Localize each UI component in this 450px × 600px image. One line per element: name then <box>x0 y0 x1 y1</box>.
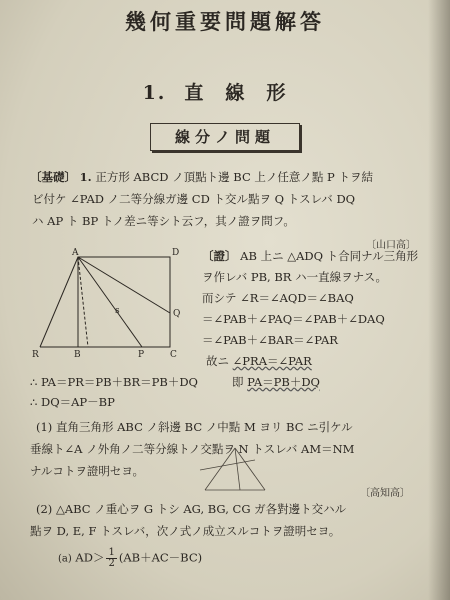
problem2-number: (2) <box>36 502 53 516</box>
label-s: s <box>115 306 120 316</box>
problem1-text-1: 直角三角形 ABC ノ斜邊 BC ノ中點 M ヨリ BC ニ引ケル <box>55 420 353 434</box>
solution-tag: 〔證〕 <box>202 249 237 263</box>
chapter-name: 直線形 <box>184 82 308 104</box>
solution-line6-prefix: 故ニ <box>206 354 229 368</box>
fraction-denominator: 2 <box>108 558 115 569</box>
solution-line7 <box>232 373 320 391</box>
label-a: A <box>72 248 79 258</box>
label-b: B <box>74 350 81 360</box>
line-aux <box>78 257 88 347</box>
label-c: C <box>170 350 177 360</box>
solution-line4: ＝∠PAB＋∠PAQ＝∠PAB＋∠DAQ <box>202 312 385 326</box>
basic-source: 〔山口高〕 <box>366 240 416 251</box>
problem1-line2: 垂線ト∠A ノ外角ノ二等分線トノ交點ヲ N トスレバ AM＝NM <box>30 442 355 456</box>
square-figure <box>30 245 190 360</box>
label-q: Q <box>173 309 181 319</box>
book-title: 幾何重要問題解答 <box>125 9 325 34</box>
problem2-text-1: △ABC ノ重心ヲ G トシ AG, BG, CG ガ各對邊ト交ハル <box>55 502 347 516</box>
problem2-line2: 點ヲ D, E, F トスレバ，次ノ式ノ成立スルコトヲ證明セヨ。 <box>30 524 341 538</box>
section-title: 線分ノ問題 <box>150 123 300 151</box>
problem2a <box>58 548 202 569</box>
solution-line7-text: PA＝PB＋DQ <box>247 375 320 389</box>
basic-problem-line3: ハ AP ト BP トノ差ニ等シト云フ，其ノ證ヲ問フ。 <box>32 214 295 228</box>
solution-line3: 而シテ ∠R＝∠AQD＝∠BAQ <box>202 291 354 305</box>
conclusion-line1: ∴ PA＝PR＝PB＋BR＝PB＋DQ <box>30 375 198 389</box>
solution-line6-text: ∠PRA＝∠PAR <box>232 354 312 368</box>
line-ar <box>40 257 78 347</box>
solution-line2: ヲ作レバ PB, BR ハ一直線ヲナス。 <box>202 270 387 284</box>
chapter-heading <box>0 78 450 105</box>
basic-problem-line2: ビ付ケ ∠PAD ノ二等分線ガ邊 CD ト交ル點ヲ Q トスレバ DQ <box>32 192 356 206</box>
solution-text-1: AB 上ニ △ADQ ト合同ナル三角形 <box>240 249 419 263</box>
basic-problem-line1 <box>30 168 373 186</box>
basic-tag: 〔基礎〕 <box>30 170 76 184</box>
solution-line5: ＝∠PAB＋∠BAR＝∠PAR <box>202 333 338 347</box>
solution-line7-prefix: 即 <box>232 375 244 389</box>
chapter-number: 1. <box>142 82 167 104</box>
problem1-line3: ナルコトヲ證明セヨ。 <box>30 464 144 478</box>
fraction-numerator: 1 <box>108 547 115 558</box>
problem2a-label: (a) <box>58 553 72 565</box>
label-r: R <box>32 350 39 360</box>
solution-line6 <box>206 352 312 370</box>
problem1-line1 <box>36 418 353 436</box>
problem2a-fraction <box>106 548 116 569</box>
conclusion-line2: ∴ DQ＝AP－BP <box>30 395 115 409</box>
problem1-source: 〔高知高〕 <box>360 488 410 499</box>
basic-problem-text-1: 正方形 ABCD ノ頂點ト邊 BC 上ノ任意ノ點 P トヲ結 <box>95 170 373 184</box>
line-aq <box>78 257 170 313</box>
problem2a-rhs: (AB＋AC－BC) <box>118 550 203 565</box>
label-d: D <box>172 248 180 258</box>
square-abcd <box>78 257 170 347</box>
label-p: P <box>138 350 145 360</box>
problem2-line1 <box>36 500 346 518</box>
problem1-number: (1) <box>36 420 53 434</box>
basic-problem-number: 1. <box>79 170 92 184</box>
line-ap <box>78 257 142 347</box>
problem2a-lhs: AD＞ <box>75 550 105 565</box>
solution-line1 <box>202 247 418 265</box>
pencil-sketch <box>195 440 275 500</box>
